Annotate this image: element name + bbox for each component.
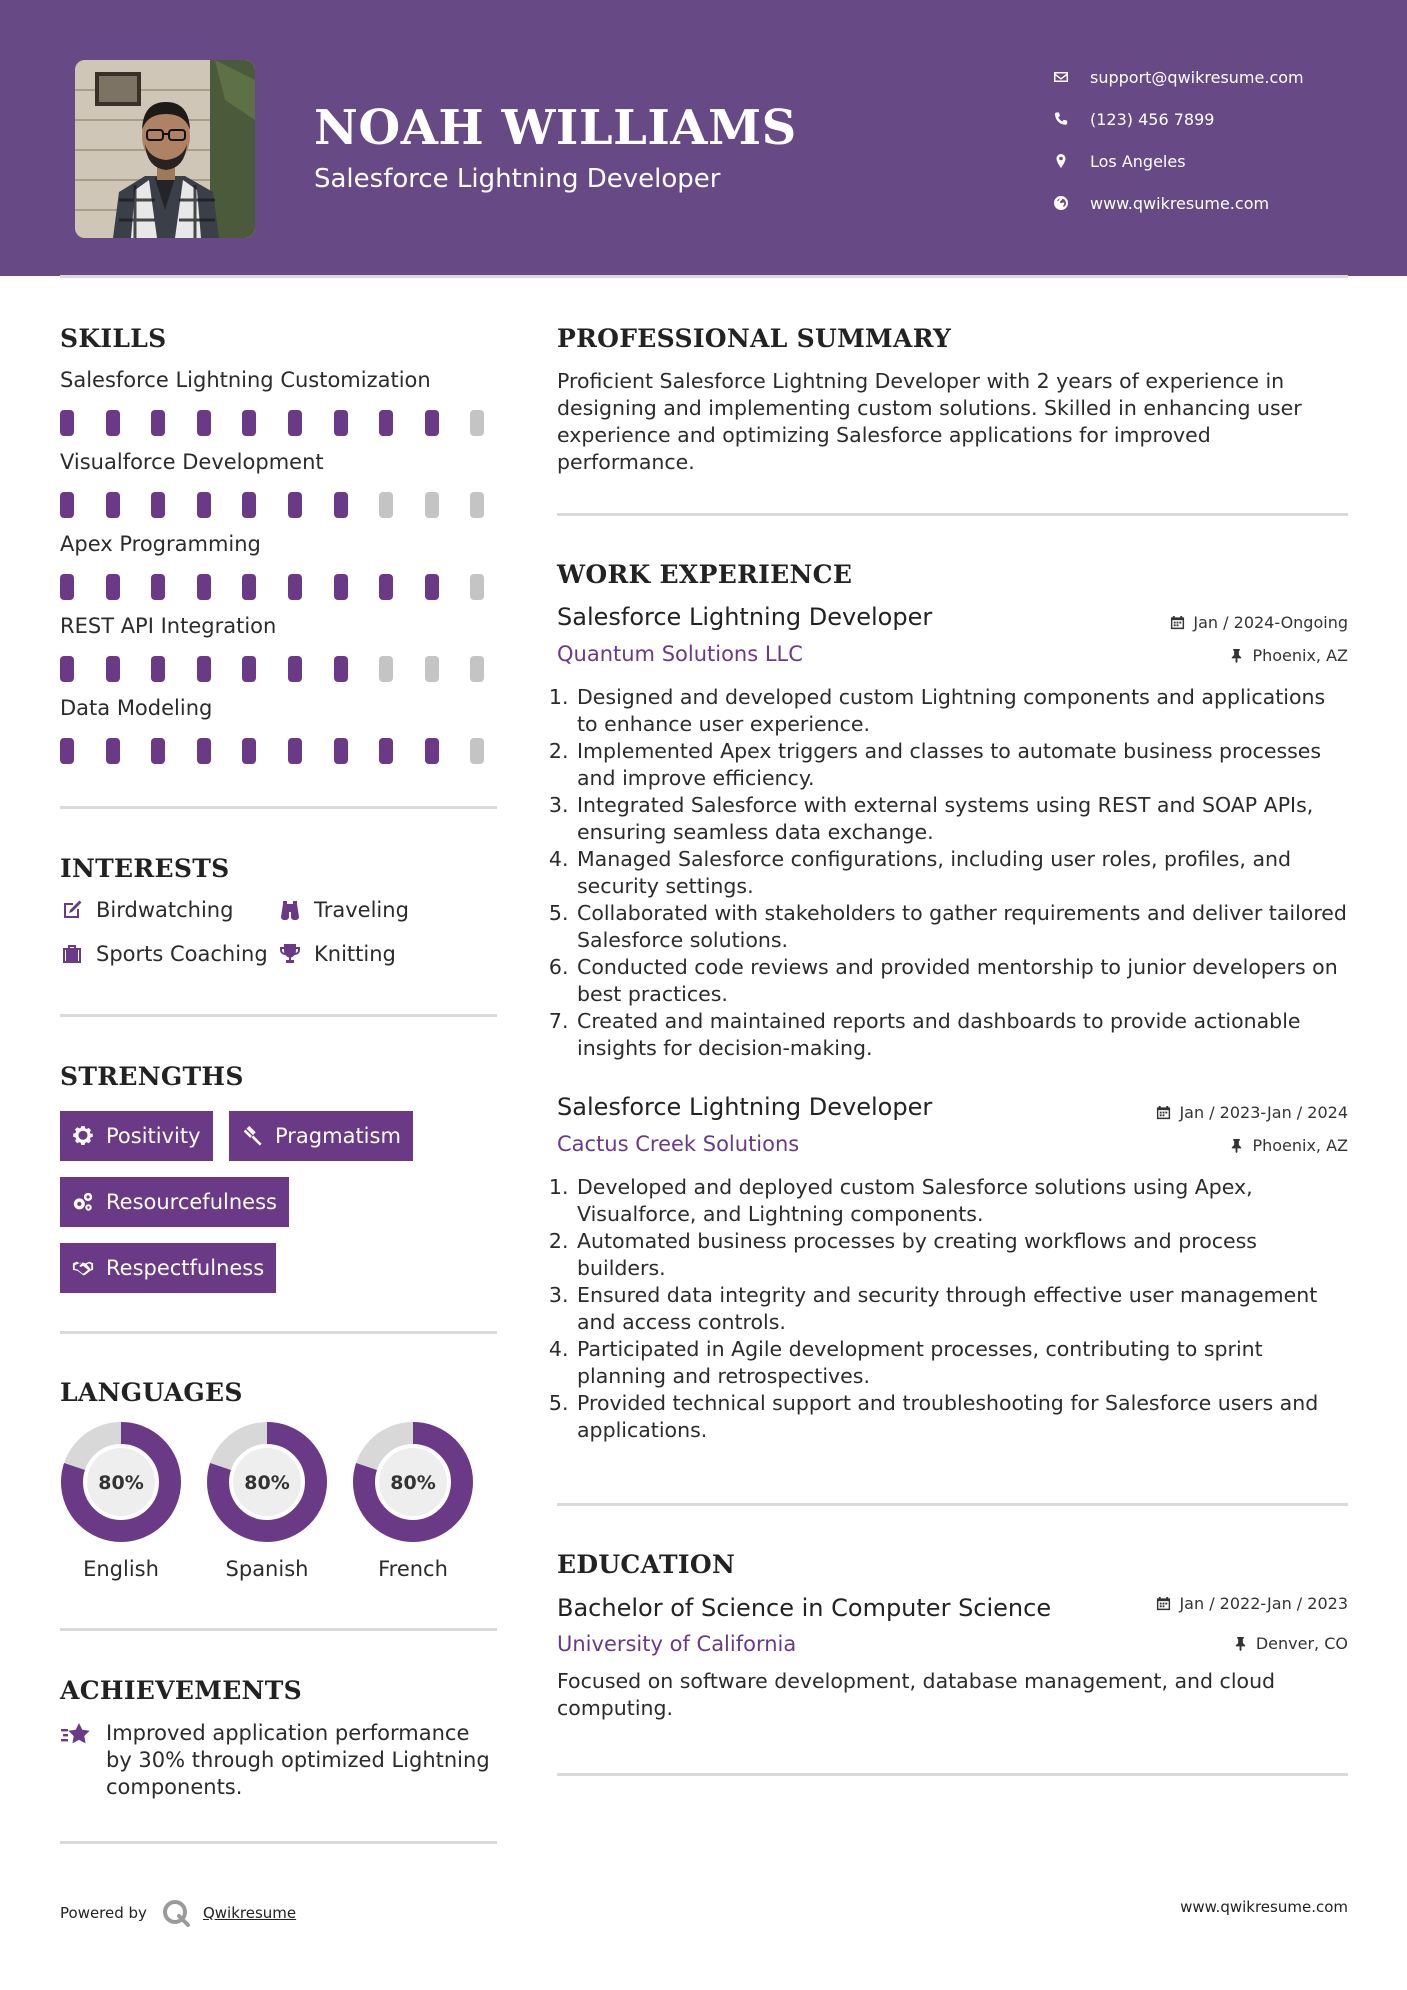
trophy-icon <box>278 942 302 966</box>
header-divider <box>60 275 1348 278</box>
language-ring <box>60 1421 182 1543</box>
skill-item <box>60 368 497 392</box>
language-name: English <box>83 1557 159 1581</box>
skill-pill-empty <box>470 738 484 764</box>
strength-tag <box>60 1177 289 1227</box>
strength-label: Pragmatism <box>275 1124 401 1148</box>
skill-pill-filled <box>60 656 74 682</box>
interest-label: Birdwatching <box>96 898 234 922</box>
footer-powered-by <box>60 1898 296 1928</box>
contact-email-text: support@qwikresume.com <box>1090 67 1304 87</box>
languages-title: LANGUAGES <box>60 1378 243 1407</box>
calendar-icon <box>1156 1105 1171 1120</box>
contact-website[interactable] <box>1050 182 1380 224</box>
skill-pill-filled <box>288 492 302 518</box>
qwikresume-logo-icon <box>161 1898 191 1928</box>
duty-item: 1. Designed and developed custom Lightning components and applications to enhance user experience. <box>575 684 1348 738</box>
skill-pill-filled <box>151 656 165 682</box>
skill-pill-filled <box>151 574 165 600</box>
skill-pill-filled <box>197 574 211 600</box>
contact-email[interactable] <box>1050 56 1380 98</box>
skill-item <box>60 696 497 720</box>
skill-name: Data Modeling <box>60 696 213 720</box>
achievements-title: ACHIEVEMENTS <box>60 1676 302 1705</box>
skill-pill-filled <box>197 738 211 764</box>
handshake-icon <box>72 1257 94 1279</box>
pencil-square-icon <box>60 898 84 922</box>
language-name: Spanish <box>225 1557 309 1581</box>
skill-pill-filled <box>106 574 120 600</box>
language-percent: 80% <box>244 1472 290 1494</box>
calendar-icon <box>1156 1596 1171 1611</box>
school-name: University of California <box>557 1632 797 1656</box>
pushpin-icon <box>1229 1138 1244 1153</box>
strengths-title: STRENGTHS <box>60 1062 244 1091</box>
education-location <box>1233 1634 1348 1653</box>
company-name: Cactus Creek Solutions <box>557 1132 800 1156</box>
skill-pill-empty <box>379 492 393 518</box>
gear-icon <box>72 1125 94 1147</box>
duty-item: 2. Implemented Apex triggers and classes to automate business processes and improve efficiency. <box>575 738 1348 792</box>
education-location-text: Denver, CO <box>1255 1634 1348 1653</box>
job-title: Salesforce Lightning Developer <box>557 1093 933 1121</box>
job-dates-text: Jan / 2024-Ongoing <box>1193 613 1348 632</box>
language-item <box>60 1421 182 1581</box>
skill-rating <box>60 574 497 600</box>
skill-pill-empty <box>470 492 484 518</box>
profile-photo <box>75 60 255 238</box>
skill-pill-filled <box>60 492 74 518</box>
interest-label: Sports Coaching <box>96 942 268 966</box>
contact-phone[interactable] <box>1050 98 1380 140</box>
skill-pill-filled <box>334 410 348 436</box>
section-divider <box>60 1841 497 1844</box>
duty-item: 7. Created and maintained reports and dashboards to provide actionable insights for decision-making. <box>575 1008 1348 1062</box>
globe-icon <box>1053 195 1069 211</box>
skill-pill-filled <box>288 738 302 764</box>
section-divider <box>60 1014 497 1017</box>
skill-item <box>60 450 497 474</box>
duty-item: 4. Managed Salesforce configurations, including user roles, profiles, and security settings. <box>575 846 1348 900</box>
skill-pill-filled <box>425 410 439 436</box>
section-divider <box>60 806 497 809</box>
strength-tag <box>229 1111 413 1161</box>
duty-item: 5. Collaborated with stakeholders to gather requirements and deliver tailored Salesforce solutions. <box>575 900 1348 954</box>
skill-pill-filled <box>242 492 256 518</box>
interest-item <box>278 898 409 922</box>
language-progress-ring <box>352 1421 474 1543</box>
skill-pill-filled <box>379 410 393 436</box>
interest-label: Knitting <box>314 942 396 966</box>
language-item <box>352 1421 474 1581</box>
skill-pill-filled <box>334 656 348 682</box>
section-divider <box>60 1628 497 1631</box>
skill-pill-filled <box>106 492 120 518</box>
section-divider <box>557 1503 1348 1506</box>
job-dates-text: Jan / 2023-Jan / 2024 <box>1179 1103 1348 1122</box>
job-dates <box>1170 613 1348 632</box>
language-ring <box>352 1421 474 1543</box>
skill-pill-filled <box>151 410 165 436</box>
skill-pill-empty <box>470 656 484 682</box>
language-percent: 80% <box>98 1472 144 1494</box>
skill-pill-filled <box>334 574 348 600</box>
contact-list <box>1050 56 1380 224</box>
language-progress-ring <box>206 1421 328 1543</box>
location-pin-icon <box>1053 153 1069 169</box>
skills-title: SKILLS <box>60 324 167 353</box>
duty-item: 2. Automated business processes by creating workflows and process builders. <box>575 1228 1348 1282</box>
skill-rating <box>60 738 497 764</box>
job-location <box>1229 1136 1348 1155</box>
duty-item: 5. Provided technical support and troubleshooting for Salesforce users and applications. <box>575 1390 1348 1444</box>
language-progress-ring <box>60 1421 182 1543</box>
skill-item <box>60 614 497 638</box>
language-name: French <box>378 1557 448 1581</box>
skill-pill-filled <box>242 574 256 600</box>
interest-item <box>60 942 268 966</box>
skill-pill-filled <box>379 738 393 764</box>
calendar-icon <box>1170 615 1185 630</box>
phone-icon <box>1053 111 1069 127</box>
skill-name: Apex Programming <box>60 532 261 556</box>
gears-icon <box>72 1191 94 1213</box>
binoculars-icon <box>278 898 302 922</box>
pushpin-icon <box>1233 1636 1248 1651</box>
skill-pill-filled <box>288 656 302 682</box>
skill-rating <box>60 492 497 518</box>
job-location-text: Phoenix, AZ <box>1252 1136 1348 1155</box>
strength-tag <box>60 1243 276 1293</box>
interests-title: INTERESTS <box>60 854 230 883</box>
skill-pill-filled <box>288 410 302 436</box>
skill-pill-empty <box>425 656 439 682</box>
skill-pill-filled <box>60 410 74 436</box>
interest-item <box>278 942 396 966</box>
contact-location-text: Los Angeles <box>1090 151 1186 171</box>
contact-website-text: www.qwikresume.com <box>1090 193 1270 213</box>
skill-pill-filled <box>106 410 120 436</box>
skill-pill-filled <box>106 738 120 764</box>
skill-pill-filled <box>151 492 165 518</box>
language-ring <box>206 1421 328 1543</box>
duty-item: 6. Conducted code reviews and provided mentorship to junior developers on best practices. <box>575 954 1348 1008</box>
pushpin-icon <box>1229 648 1244 663</box>
summary-title: PROFESSIONAL SUMMARY <box>557 324 952 353</box>
duty-item: 1. Developed and deployed custom Salesforce solutions using Apex, Visualforce, and Lightning components. <box>575 1174 1348 1228</box>
candidate-role: Salesforce Lightning Developer <box>314 164 721 194</box>
skill-pill-filled <box>334 492 348 518</box>
degree-title: Bachelor of Science in Computer Science <box>557 1594 1052 1622</box>
section-divider <box>557 1773 1348 1776</box>
skill-name: Salesforce Lightning Customization <box>60 368 431 392</box>
footer-site-text[interactable]: www.qwikresume.com <box>1180 1898 1348 1916</box>
duty-list <box>557 1174 1348 1444</box>
skill-pill-empty <box>470 410 484 436</box>
interest-item <box>60 898 233 922</box>
skill-pill-filled <box>242 656 256 682</box>
contact-location <box>1050 140 1380 182</box>
skill-pill-filled <box>197 410 211 436</box>
skill-name: Visualforce Development <box>60 450 324 474</box>
summary-text: Proficient Salesforce Lightning Developer with 2 years of experience in designing and implementing custom solutions. Skilled in enhancing user experience and optimizing Salesforce applications for improved performance. <box>557 369 1302 474</box>
skill-pill-filled <box>60 738 74 764</box>
skill-pill-filled <box>197 656 211 682</box>
section-divider <box>557 513 1348 516</box>
skill-name: REST API Integration <box>60 614 277 638</box>
achievement-text: Improved application performance by 30% through optimized Lightning components. <box>106 1721 490 1799</box>
duty-item: 4. Participated in Agile development processes, contributing to sprint planning and retrospectives. <box>575 1336 1348 1390</box>
education-text: Focused on software development, database management, and cloud computing. <box>557 1669 1276 1720</box>
achievement-item <box>60 1720 497 1801</box>
skill-pill-empty <box>470 574 484 600</box>
skill-pill-filled <box>425 738 439 764</box>
skill-pill-filled <box>197 492 211 518</box>
skill-pill-empty <box>379 656 393 682</box>
contact-phone-text: (123) 456 7899 <box>1090 109 1215 129</box>
envelope-icon <box>1053 69 1069 85</box>
skill-item <box>60 532 497 556</box>
job-dates <box>1156 1103 1348 1122</box>
qwikresume-link[interactable]: Qwikresume <box>202 1904 297 1922</box>
skill-pill-empty <box>425 492 439 518</box>
language-percent: 80% <box>390 1472 436 1494</box>
skill-pill-filled <box>60 574 74 600</box>
education-title: EDUCATION <box>557 1550 736 1579</box>
star-medal-icon <box>60 1720 92 1752</box>
strength-label: Respectfulness <box>106 1256 265 1280</box>
skill-pill-filled <box>242 738 256 764</box>
language-item <box>206 1421 328 1581</box>
strength-label: Positivity <box>106 1124 201 1148</box>
candidate-name: NOAH WILLIAMS <box>314 100 797 156</box>
gavel-icon <box>241 1125 263 1147</box>
section-divider <box>60 1331 497 1334</box>
powered-by-text: Powered by <box>60 1904 147 1922</box>
skill-pill-filled <box>242 410 256 436</box>
job-location-text: Phoenix, AZ <box>1252 646 1348 665</box>
resume-header <box>0 0 1407 276</box>
skill-pill-filled <box>425 574 439 600</box>
duty-item: 3. Ensured data integrity and security through effective user management and access controls. <box>575 1282 1348 1336</box>
job-location <box>1229 646 1348 665</box>
interest-label: Traveling <box>314 898 409 922</box>
duty-list <box>557 684 1348 1062</box>
duty-item: 3. Integrated Salesforce with external systems using REST and SOAP APIs, ensuring seamless data exchange. <box>575 792 1348 846</box>
skill-pill-filled <box>288 574 302 600</box>
skill-rating <box>60 410 497 436</box>
strength-label: Resourcefulness <box>106 1190 277 1214</box>
company-name: Quantum Solutions LLC <box>557 642 803 666</box>
skill-pill-filled <box>379 574 393 600</box>
job-title: Salesforce Lightning Developer <box>557 603 933 631</box>
education-dates <box>1156 1594 1348 1613</box>
strength-tag <box>60 1111 213 1161</box>
footer-site <box>1180 1898 1348 1916</box>
skill-pill-filled <box>151 738 165 764</box>
experience-title: WORK EXPERIENCE <box>557 560 853 589</box>
briefcase-icon <box>60 942 84 966</box>
education-dates-text: Jan / 2022-Jan / 2023 <box>1179 1594 1348 1613</box>
skill-pill-filled <box>106 656 120 682</box>
skill-rating <box>60 656 497 682</box>
skill-pill-filled <box>334 738 348 764</box>
